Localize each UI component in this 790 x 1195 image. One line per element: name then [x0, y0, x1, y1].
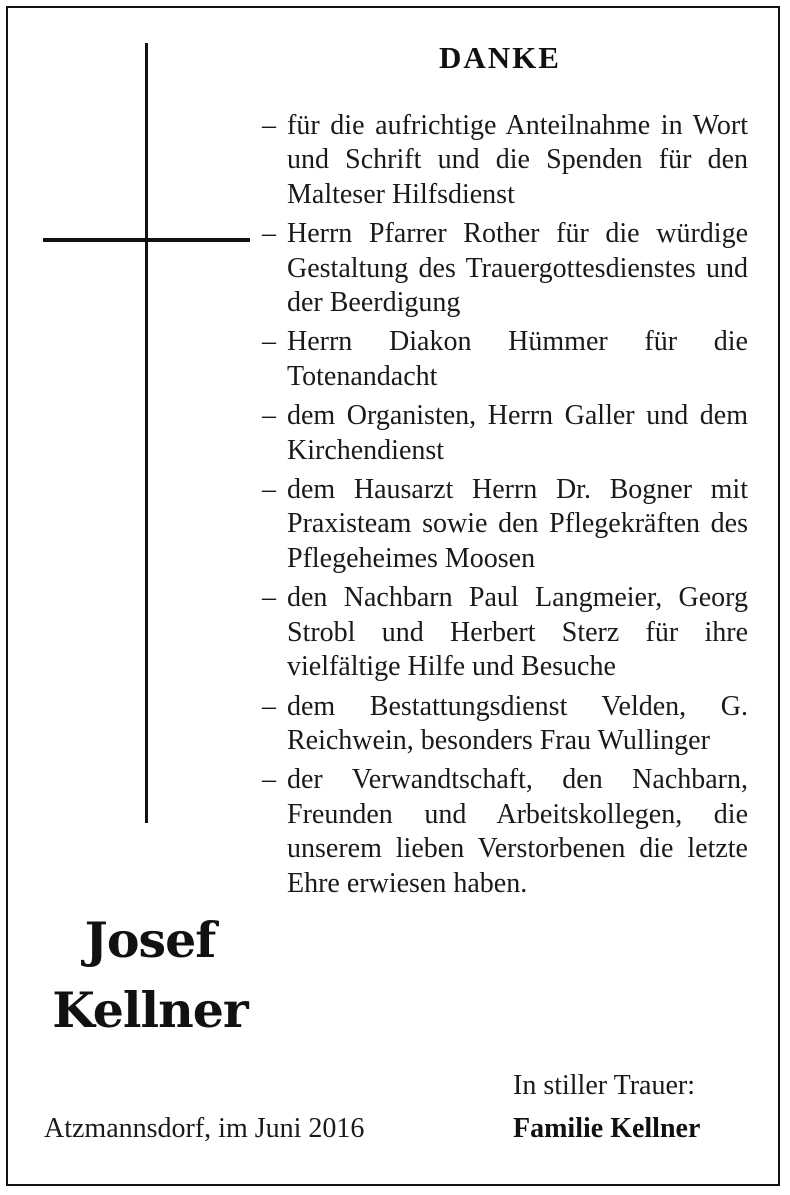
thanks-item-text: für die aufrichtige Anteilnahme in Wort und Schrift und die Spenden für den Malteser Hilfsdienst	[287, 110, 748, 210]
thanks-item	[262, 581, 748, 684]
dash-glyph: –	[262, 690, 276, 722]
place-date: Atzmannsdorf, im Juni 2016	[44, 1113, 365, 1144]
family-signature: Familie Kellner	[513, 1113, 701, 1144]
thanks-item	[262, 217, 748, 320]
thanks-item	[262, 399, 748, 468]
dash-glyph: –	[262, 474, 276, 506]
thanks-item	[262, 325, 748, 394]
dash-glyph: –	[262, 400, 276, 432]
thanks-item	[262, 109, 748, 212]
thanks-item-text: dem Organisten, Herrn Galler und dem Kirchendienst	[287, 400, 748, 466]
thanks-item-text: dem Hausarzt Herrn Dr. Bogner mit Praxisteam sowie den Pflegekräften des Pflegeheimes Moosen	[287, 474, 748, 574]
thanks-item	[262, 763, 748, 901]
thanks-item-text: Herrn Pfarrer Rother für die würdige Gestaltung des Trauergottesdienstes und der Beerdigung	[287, 218, 748, 319]
closing-label: In stiller Trauer:	[513, 1070, 695, 1101]
thanks-item-text: Herrn Diakon Hümmer für die Totenandacht	[287, 326, 748, 392]
dash-glyph: –	[262, 110, 276, 141]
thanks-item-text: dem Bestattungsdienst Velden, G. Reichwein, besonders Frau Wullinger	[287, 690, 748, 756]
cross-vertical-bar	[145, 43, 148, 823]
dash-glyph: –	[262, 326, 276, 358]
thanks-item	[262, 690, 748, 759]
deceased-first-name: Josef	[84, 911, 216, 969]
thanks-item	[262, 473, 748, 576]
deceased-last-name: Kellner	[52, 981, 248, 1039]
thanks-item-text: der Verwandtschaft, den Nachbarn, Freunden und Arbeitskollegen, die unserem lieben Verstorbenen die letzte Ehre erwiesen haben.	[287, 764, 748, 899]
dash-glyph: –	[262, 218, 276, 250]
cross-horizontal-bar	[43, 238, 250, 242]
thanks-list	[262, 109, 748, 906]
dash-glyph: –	[262, 582, 276, 614]
notice-heading: DANKE	[439, 40, 561, 75]
thanks-item-text: den Nachbarn Paul Langmeier, Georg Strobl und Herbert Sterz für ihre vielfältige Hilfe und Besuche	[287, 582, 748, 683]
dash-glyph: –	[262, 764, 276, 796]
